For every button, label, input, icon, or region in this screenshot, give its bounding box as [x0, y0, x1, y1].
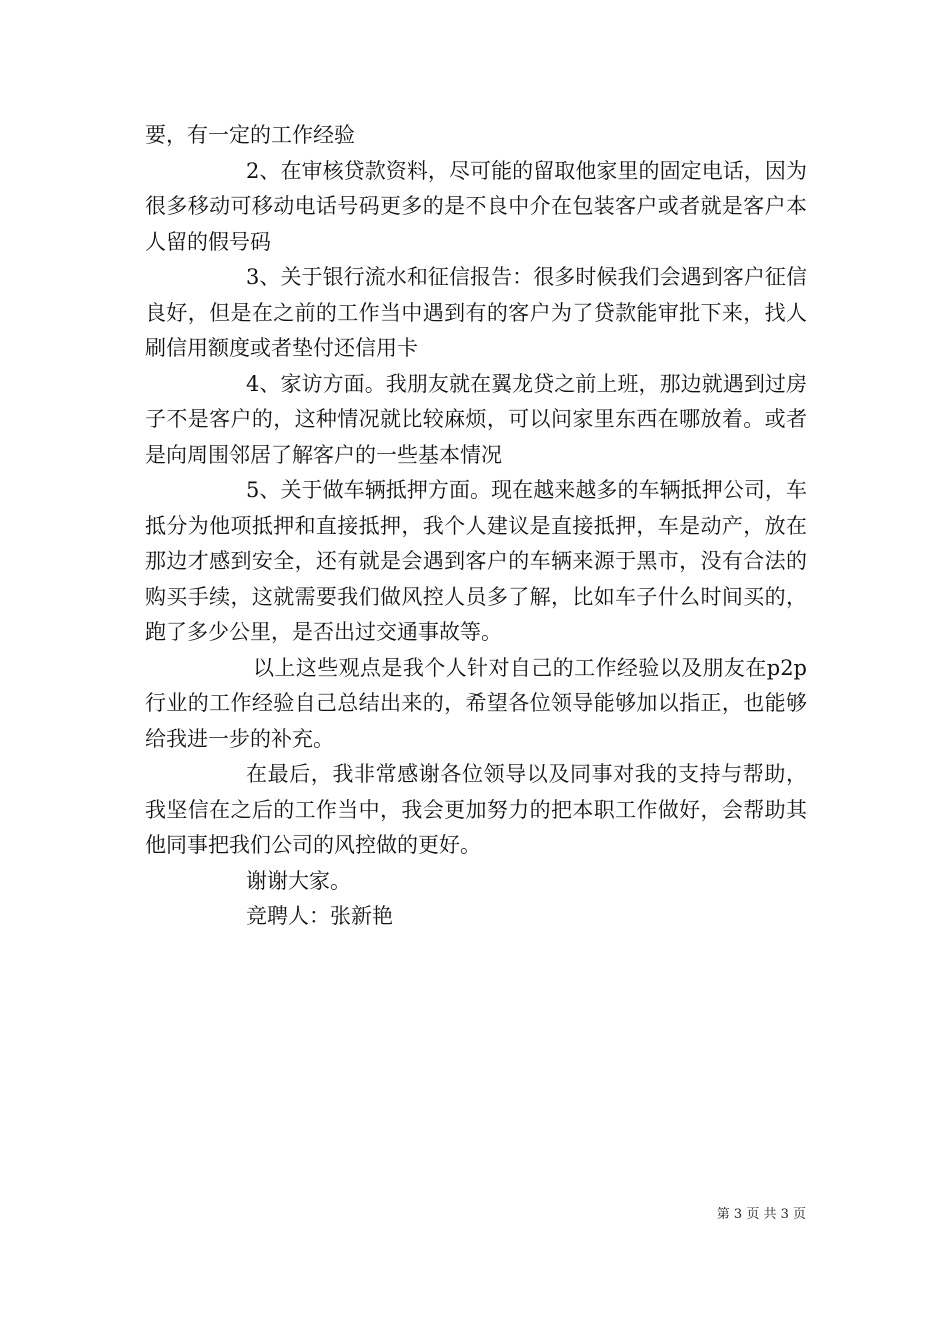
paragraph-point-2: 2、在审核贷款资料，尽可能的留取他家里的固定电话，因为很多移动可移动电话号码更多的是不良中介在包装客户或者就是客户本人留的假号码: [145, 158, 807, 254]
document-body: [145, 118, 807, 935]
paragraph-point-3: 3、关于银行流水和征信报告：很多时候我们会遇到客户征信良好，但是在之前的工作当中遇到有的客户为了贷款能审批下来，找人刷信用额度或者垫付还信用卡: [145, 265, 807, 360]
paragraph-thanks: 在最后，我非常感谢各位领导以及同事对我的支持与帮助，我坚信在之后的工作当中，我会更加努力的把本职工作做好，会帮助其他同事把我们公司的风控做的更好。: [145, 762, 807, 857]
closing-thanks: 谢谢大家。: [246, 868, 351, 893]
paragraph-continuation: 要，有一定的工作经验: [145, 123, 355, 147]
page-number-footer: 第 3 页 共 3 页: [716, 1207, 806, 1222]
signature-line: 竞聘人：张新艳: [246, 904, 393, 928]
paragraph-point-4: 4、家访方面。我朋友就在翼龙贷之前上班，那边就遇到过房子不是客户的，这种情况就比较麻烦，可以问家里东西在哪放着。或者是向周围邻居了解客户的一些基本情况: [145, 371, 807, 467]
paragraph-point-5: 5、关于做车辆抵押方面。现在越来越多的车辆抵押公司，车抵分为他项抵押和直接抵押，我个人建议是直接抵押，车是动产，放在那边才感到安全，还有就是会遇到客户的车辆来源于黑市，没有合法的购买手续，这就需要我们做风控人员多了解，比如车子什么时间买的，跑了多少公里，是否出过交通事故等。: [145, 478, 807, 644]
paragraph-summary: 以上这些观点是我个人针对自己的工作经验以及朋友在p2p行业的工作经验自己总结出来的，希望各位领导能够加以指正，也能够给我进一步的补充。: [145, 655, 807, 751]
